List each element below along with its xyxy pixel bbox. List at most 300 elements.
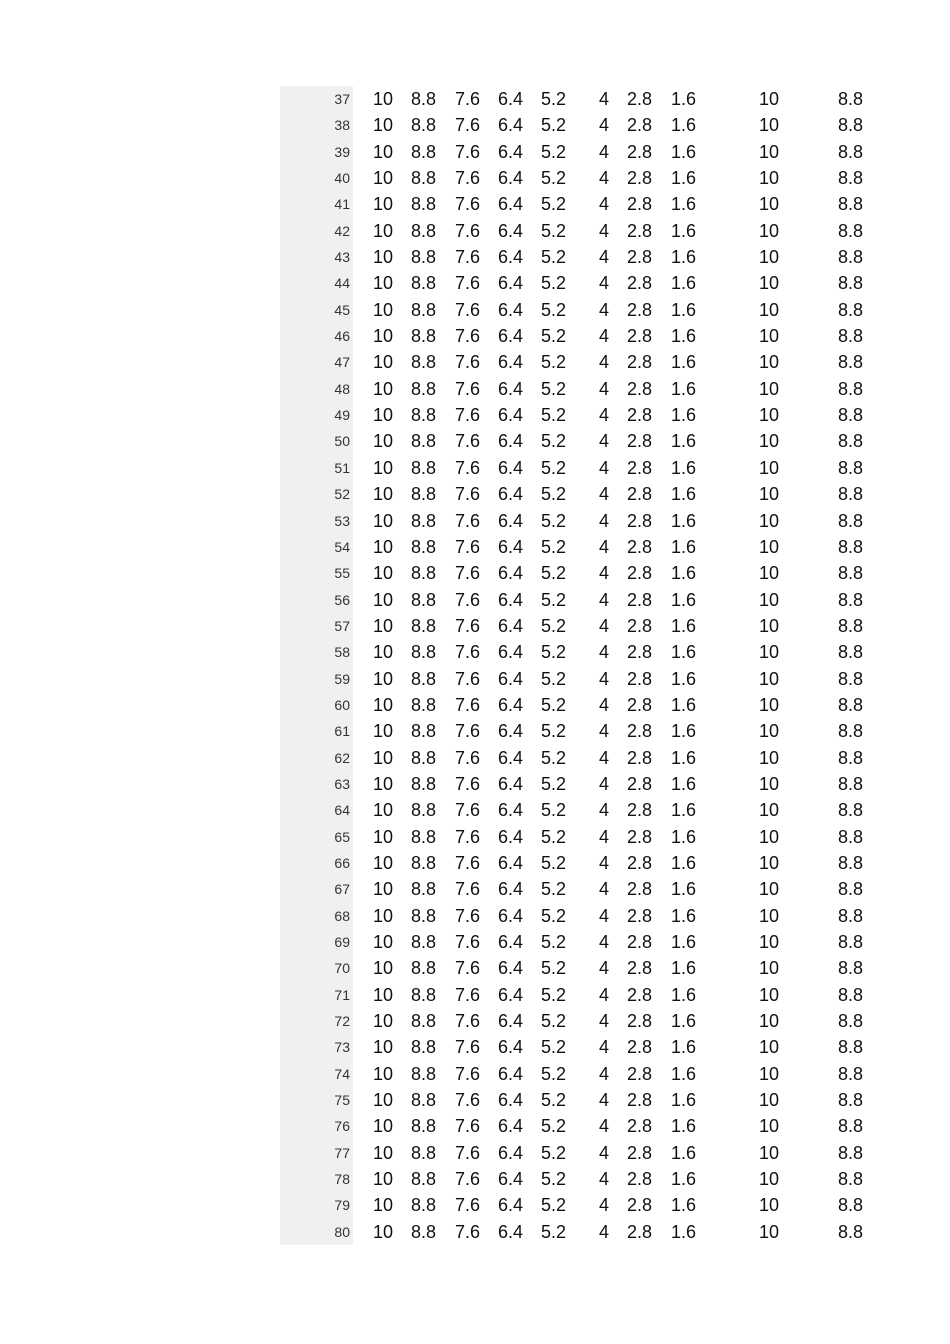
table-cell: 7.6: [454, 431, 480, 452]
table-cell: 6.4: [497, 879, 523, 900]
table-cell: 1.6: [670, 115, 696, 136]
table-cell: 1.6: [670, 1195, 696, 1216]
table-cell: 10: [372, 694, 393, 715]
table-cell: 2.8: [626, 984, 652, 1005]
table-cell: 7.6: [454, 89, 480, 109]
table-row: [280, 876, 880, 902]
row-number: 43: [334, 249, 350, 266]
table-cell: 10: [758, 484, 779, 505]
table-cell: 8.8: [410, 1116, 436, 1137]
row-number: 47: [334, 354, 350, 371]
table-cell: 6.4: [497, 615, 523, 636]
table-cell: 4: [598, 879, 609, 900]
table-cell: 7.6: [454, 1063, 480, 1084]
table-cell: 5.2: [540, 168, 566, 189]
table-row: [280, 1140, 880, 1166]
table-cell: 8.8: [837, 905, 863, 926]
table-cell: 5.2: [540, 273, 566, 294]
table-cell: 8.8: [410, 826, 436, 847]
table-cell: 10: [372, 1142, 393, 1163]
table-cell: 2.8: [626, 536, 652, 557]
table-cell: 5.2: [540, 1142, 566, 1163]
table-cell: 10: [758, 1221, 779, 1242]
table-cell: 5.2: [540, 773, 566, 794]
table-cell: 6.4: [497, 168, 523, 189]
row-number: 66: [334, 854, 350, 871]
table-row: [280, 534, 880, 560]
table-row: [280, 929, 880, 955]
table-cell: 10: [758, 194, 779, 215]
row-number: 80: [334, 1223, 350, 1240]
table-cell: 2.8: [626, 958, 652, 979]
table-cell: 6.4: [497, 1142, 523, 1163]
row-number: 74: [334, 1065, 350, 1082]
table-cell: 8.8: [410, 984, 436, 1005]
table-row: [280, 455, 880, 481]
table-cell: 10: [758, 89, 779, 109]
table-cell: 1.6: [670, 932, 696, 952]
table-cell: 4: [598, 826, 609, 847]
table-cell: 10: [372, 747, 393, 768]
table-cell: 8.8: [410, 642, 436, 663]
table-cell: 4: [598, 773, 609, 794]
table-cell: 8.8: [410, 1011, 436, 1032]
table-row: [280, 191, 880, 217]
table-cell: 5.2: [540, 457, 566, 478]
table-cell: 10: [758, 457, 779, 478]
table-cell: 1.6: [670, 220, 696, 241]
row-number: 52: [334, 486, 350, 503]
table-cell: 6.4: [497, 141, 523, 162]
table-row: [280, 218, 880, 244]
table-cell: 5.2: [540, 220, 566, 241]
table-cell: 7.6: [454, 457, 480, 478]
table-cell: 5.2: [540, 1116, 566, 1137]
table-cell: 8.8: [837, 457, 863, 478]
table-cell: 8.8: [410, 168, 436, 189]
table-cell: 2.8: [626, 642, 652, 663]
table-cell: 5.2: [540, 89, 566, 109]
table-row: [280, 982, 880, 1008]
table-cell: 8.8: [837, 220, 863, 241]
table-cell: 8.8: [837, 194, 863, 215]
table-row: [280, 402, 880, 428]
table-cell: 4: [598, 326, 609, 347]
table-cell: 10: [372, 1063, 393, 1084]
table-cell: 5.2: [540, 800, 566, 821]
table-cell: 5.2: [540, 615, 566, 636]
table-cell: 8.8: [837, 352, 863, 373]
table-cell: 6.4: [497, 1169, 523, 1190]
table-cell: 4: [598, 1063, 609, 1084]
table-cell: 5.2: [540, 958, 566, 979]
table-row: [280, 428, 880, 454]
table-row: [280, 560, 880, 586]
table-cell: 4: [598, 905, 609, 926]
table-cell: 10: [372, 1090, 393, 1111]
table-row: [280, 771, 880, 797]
table-cell: 8.8: [837, 1090, 863, 1111]
table-row: [280, 639, 880, 665]
table-cell: 2.8: [626, 1090, 652, 1111]
table-cell: 8.8: [410, 273, 436, 294]
table-cell: 2.8: [626, 273, 652, 294]
table-cell: 5.2: [540, 536, 566, 557]
table-cell: 8.8: [410, 510, 436, 531]
table-cell: 2.8: [626, 431, 652, 452]
table-cell: 8.8: [410, 773, 436, 794]
table-cell: 4: [598, 89, 609, 109]
table-cell: 6.4: [497, 1195, 523, 1216]
table-cell: 10: [372, 220, 393, 241]
table-cell: 10: [372, 1011, 393, 1032]
table-cell: 7.6: [454, 1090, 480, 1111]
row-number: 61: [334, 723, 350, 740]
table-cell: 5.2: [540, 984, 566, 1005]
table-cell: 6.4: [497, 563, 523, 584]
table-cell: 8.8: [410, 457, 436, 478]
table-cell: 7.6: [454, 984, 480, 1005]
table-cell: 2.8: [626, 1063, 652, 1084]
table-cell: 6.4: [497, 694, 523, 715]
row-number: 41: [334, 196, 350, 213]
table-cell: 10: [372, 721, 393, 742]
table-cell: 7.6: [454, 168, 480, 189]
table-cell: 6.4: [497, 773, 523, 794]
table-cell: 10: [758, 536, 779, 557]
table-cell: 6.4: [497, 852, 523, 873]
table-cell: 1.6: [670, 615, 696, 636]
table-cell: 10: [758, 826, 779, 847]
table-cell: 10: [758, 378, 779, 399]
table-cell: 10: [758, 721, 779, 742]
table-cell: 2.8: [626, 721, 652, 742]
table-row: [280, 1087, 880, 1113]
table-cell: 4: [598, 589, 609, 610]
table-cell: 1.6: [670, 168, 696, 189]
table-row: [280, 1034, 880, 1060]
table-cell: 8.8: [410, 932, 436, 952]
table-cell: 5.2: [540, 905, 566, 926]
table-cell: 6.4: [497, 1063, 523, 1084]
table-cell: 1.6: [670, 905, 696, 926]
table-cell: 10: [372, 484, 393, 505]
table-cell: 6.4: [497, 326, 523, 347]
table-row: [280, 1192, 880, 1218]
table-cell: 4: [598, 168, 609, 189]
table-cell: 1.6: [670, 852, 696, 873]
table-row: [280, 1061, 880, 1087]
table-cell: 1.6: [670, 1221, 696, 1242]
table-cell: 2.8: [626, 879, 652, 900]
table-cell: 7.6: [454, 932, 480, 952]
table-cell: 10: [372, 852, 393, 873]
table-cell: 8.8: [410, 721, 436, 742]
table-cell: 8.8: [837, 668, 863, 689]
table-cell: 7.6: [454, 1116, 480, 1137]
table-cell: 8.8: [837, 563, 863, 584]
table-cell: 8.8: [410, 1221, 436, 1242]
table-cell: 4: [598, 984, 609, 1005]
table-cell: 10: [372, 984, 393, 1005]
table-cell: 5.2: [540, 1221, 566, 1242]
table-row: [280, 1219, 880, 1245]
table-cell: 10: [372, 431, 393, 452]
table-cell: 7.6: [454, 668, 480, 689]
table-cell: 10: [758, 642, 779, 663]
table-cell: 5.2: [540, 563, 566, 584]
row-number: 55: [334, 565, 350, 582]
table-cell: 8.8: [837, 115, 863, 136]
table-row: [280, 349, 880, 375]
table-cell: 1.6: [670, 589, 696, 610]
table-cell: 8.8: [837, 168, 863, 189]
table-cell: 7.6: [454, 563, 480, 584]
table-cell: 10: [372, 378, 393, 399]
table-cell: 7.6: [454, 378, 480, 399]
table-cell: 10: [372, 457, 393, 478]
row-number: 67: [334, 881, 350, 898]
table-cell: 5.2: [540, 431, 566, 452]
table-cell: 10: [372, 168, 393, 189]
table-cell: 10: [372, 194, 393, 215]
table-cell: 7.6: [454, 1011, 480, 1032]
table-cell: 7.6: [454, 694, 480, 715]
table-row: [280, 1166, 880, 1192]
table-row: [280, 86, 880, 112]
table-cell: 1.6: [670, 642, 696, 663]
table-cell: 1.6: [670, 773, 696, 794]
table-cell: 5.2: [540, 932, 566, 952]
table-cell: 7.6: [454, 1037, 480, 1058]
table-cell: 7.6: [454, 247, 480, 268]
table-cell: 1.6: [670, 536, 696, 557]
table-cell: 10: [372, 826, 393, 847]
table-cell: 10: [758, 326, 779, 347]
table-cell: 7.6: [454, 141, 480, 162]
table-cell: 6.4: [497, 378, 523, 399]
table-cell: 8.8: [410, 694, 436, 715]
table-row: [280, 139, 880, 165]
table-cell: 10: [758, 615, 779, 636]
table-cell: 4: [598, 431, 609, 452]
table-cell: 8.8: [837, 747, 863, 768]
table-cell: 8.8: [410, 1169, 436, 1190]
table-row: [280, 323, 880, 349]
table-cell: 8.8: [410, 536, 436, 557]
table-cell: 7.6: [454, 826, 480, 847]
table-cell: 7.6: [454, 1169, 480, 1190]
table-cell: 8.8: [837, 958, 863, 979]
table-row: [280, 1113, 880, 1139]
table-cell: 2.8: [626, 247, 652, 268]
table-cell: 6.4: [497, 1116, 523, 1137]
table-cell: 8.8: [837, 642, 863, 663]
table-cell: 10: [758, 431, 779, 452]
table-cell: 7.6: [454, 747, 480, 768]
table-cell: 6.4: [497, 89, 523, 109]
table-cell: 10: [372, 510, 393, 531]
row-number: 71: [334, 986, 350, 1003]
table-cell: 6.4: [497, 589, 523, 610]
table-cell: 8.8: [837, 721, 863, 742]
table-cell: 4: [598, 484, 609, 505]
table-cell: 1.6: [670, 984, 696, 1005]
table-cell: 6.4: [497, 721, 523, 742]
table-cell: 10: [372, 326, 393, 347]
table-cell: 1.6: [670, 510, 696, 531]
row-number: 37: [334, 91, 350, 107]
table-row: [280, 270, 880, 296]
table-cell: 10: [758, 668, 779, 689]
table-cell: 1.6: [670, 273, 696, 294]
table-cell: 4: [598, 352, 609, 373]
table-cell: 10: [372, 247, 393, 268]
table-cell: 10: [372, 589, 393, 610]
table-cell: 1.6: [670, 800, 696, 821]
table-cell: 8.8: [410, 1037, 436, 1058]
row-number: 65: [334, 828, 350, 845]
table-cell: 10: [758, 852, 779, 873]
table-cell: 6.4: [497, 299, 523, 320]
table-cell: 2.8: [626, 563, 652, 584]
table-cell: 5.2: [540, 378, 566, 399]
table-cell: 2.8: [626, 1037, 652, 1058]
table-cell: 8.8: [410, 958, 436, 979]
table-cell: 8.8: [837, 273, 863, 294]
table-cell: 8.8: [410, 326, 436, 347]
row-number: 69: [334, 934, 350, 950]
table-cell: 5.2: [540, 642, 566, 663]
table-cell: 4: [598, 563, 609, 584]
table-cell: 1.6: [670, 826, 696, 847]
table-row: [280, 718, 880, 744]
table-cell: 6.4: [497, 747, 523, 768]
table-cell: 1.6: [670, 721, 696, 742]
table-row: [280, 745, 880, 771]
table-row: [280, 481, 880, 507]
table-cell: 4: [598, 1116, 609, 1137]
table-cell: 8.8: [410, 879, 436, 900]
table-cell: 6.4: [497, 115, 523, 136]
table-row: [280, 112, 880, 138]
table-cell: 6.4: [497, 1037, 523, 1058]
row-number: 64: [334, 802, 350, 819]
table-cell: 4: [598, 1090, 609, 1111]
table-cell: 1.6: [670, 1037, 696, 1058]
table-cell: 5.2: [540, 1195, 566, 1216]
table-cell: 10: [372, 1169, 393, 1190]
table-cell: 8.8: [837, 431, 863, 452]
table-cell: 1.6: [670, 1116, 696, 1137]
table-cell: 8.8: [837, 1116, 863, 1137]
row-number: 59: [334, 670, 350, 687]
table-cell: 8.8: [410, 852, 436, 873]
table-cell: 10: [758, 984, 779, 1005]
table-cell: 10: [758, 773, 779, 794]
table-cell: 10: [372, 141, 393, 162]
table-cell: 2.8: [626, 694, 652, 715]
table-cell: 4: [598, 247, 609, 268]
table-cell: 10: [758, 247, 779, 268]
table-cell: 6.4: [497, 932, 523, 952]
table-cell: 10: [372, 615, 393, 636]
table-cell: 10: [372, 905, 393, 926]
table-cell: 10: [758, 1090, 779, 1111]
table-cell: 1.6: [670, 1169, 696, 1190]
table-cell: 10: [758, 115, 779, 136]
table-row: [280, 903, 880, 929]
row-number: 48: [334, 380, 350, 397]
table-cell: 10: [758, 747, 779, 768]
table-cell: 10: [372, 299, 393, 320]
table-cell: 8.8: [410, 431, 436, 452]
table-cell: 8.8: [837, 1011, 863, 1032]
table-cell: 7.6: [454, 589, 480, 610]
table-cell: 8.8: [410, 299, 436, 320]
table-cell: 7.6: [454, 484, 480, 505]
table-cell: 8.8: [837, 615, 863, 636]
row-number: 38: [334, 117, 350, 134]
table-cell: 8.8: [410, 378, 436, 399]
table-cell: 10: [372, 405, 393, 426]
table-cell: 8.8: [837, 852, 863, 873]
row-number: 76: [334, 1118, 350, 1135]
table-row: [280, 955, 880, 981]
table-cell: 7.6: [454, 773, 480, 794]
table-cell: 2.8: [626, 405, 652, 426]
table-row: [280, 165, 880, 191]
table-cell: 8.8: [837, 299, 863, 320]
table-cell: 5.2: [540, 247, 566, 268]
table-cell: 4: [598, 1037, 609, 1058]
row-number: 77: [334, 1144, 350, 1161]
table-cell: 10: [758, 800, 779, 821]
table-cell: 4: [598, 642, 609, 663]
table-cell: 2.8: [626, 89, 652, 109]
table-cell: 10: [758, 694, 779, 715]
table-cell: 1.6: [670, 405, 696, 426]
table-row: [280, 666, 880, 692]
table-row: [280, 850, 880, 876]
table-cell: 8.8: [837, 1063, 863, 1084]
row-number: 72: [334, 1013, 350, 1030]
table-cell: 6.4: [497, 826, 523, 847]
table-cell: 10: [372, 352, 393, 373]
table-cell: 1.6: [670, 1090, 696, 1111]
table-cell: 8.8: [410, 563, 436, 584]
table-cell: 8.8: [410, 115, 436, 136]
table-cell: 4: [598, 1142, 609, 1163]
table-cell: 6.4: [497, 405, 523, 426]
table-cell: 5.2: [540, 194, 566, 215]
table-cell: 5.2: [540, 1037, 566, 1058]
table-cell: 2.8: [626, 589, 652, 610]
table-cell: 10: [372, 800, 393, 821]
table-cell: 10: [372, 1195, 393, 1216]
table-cell: 6.4: [497, 510, 523, 531]
table-cell: 8.8: [837, 589, 863, 610]
table-cell: 8.8: [837, 932, 863, 952]
table-row: [280, 297, 880, 323]
table-cell: 8.8: [410, 905, 436, 926]
table-cell: 8.8: [837, 1169, 863, 1190]
table-cell: 1.6: [670, 141, 696, 162]
table-cell: 4: [598, 800, 609, 821]
table-cell: 6.4: [497, 1221, 523, 1242]
row-number: 51: [334, 459, 350, 476]
table-cell: 8.8: [837, 694, 863, 715]
